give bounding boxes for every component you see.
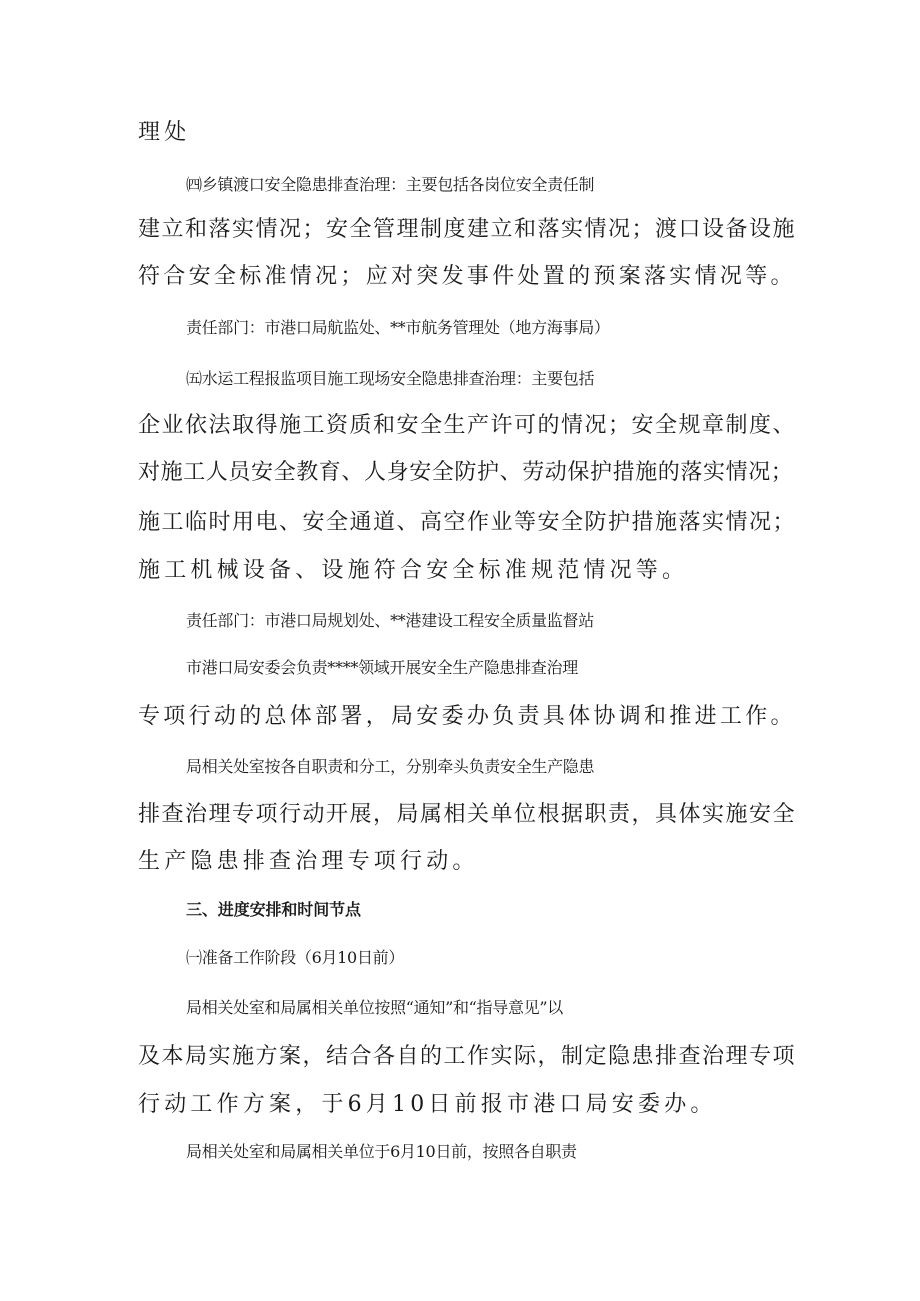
subsection-title: ㈠准备工作阶段（6月10日前） [186, 948, 405, 967]
text-line: 专项行动的总体部署，局安委办负责具体协调和推进工作。 [138, 704, 796, 729]
text-line: 对施工人员安全教育、人身安全防护、劳动保护措施的落实情况； [138, 460, 794, 485]
text-line: 及本局实施方案，结合各自的工作实际，制定隐患排查治理专项 [138, 1044, 797, 1069]
text-line: 企业依法取得施工资质和安全生产许可的情况；安全规章制度、 [138, 413, 797, 438]
text-line: 符合安全标准情况；应对突发事件处置的预案落实情况等。 [138, 264, 796, 289]
text-line: 行动工作方案，于6月10日前报市港口局安委办。 [138, 1092, 717, 1117]
text-line: 局相关处室按各自职责和分工，分别牵头负责安全生产隐患 [186, 757, 595, 776]
text-line: ㈣乡镇渡口安全隐患排查治理：主要包括各岗位安全责任制 [186, 175, 595, 194]
text-line: 生产隐患排查治理专项行动。 [138, 849, 479, 874]
section-heading: 三、进度安排和时间节点 [186, 900, 361, 919]
text-line: 施工临时用电、安全通道、高空作业等安全防护措施落实情况； [138, 510, 797, 535]
text-line: ㈤水运工程报监项目施工现场安全隐患排查治理：主要包括 [186, 369, 595, 388]
text-line: 建立和落实情况；安全管理制度建立和落实情况；渡口设备设施 [138, 217, 797, 242]
text-line: 责任部门：市港口局规划处、**港建设工程安全质量监督站 [186, 611, 594, 630]
text-line: 排查治理专项行动开展，局属相关单位根据职责，具体实施安全 [138, 802, 797, 827]
text-line: 责任部门：市港口局航监处、**市航务管理处（地方海事局） [186, 318, 610, 337]
text-line: 理处 [138, 120, 191, 145]
text-line: 局相关处室和局属相关单位按照“通知”和“指导意见”以 [186, 998, 563, 1017]
text-line: 施工机械设备、设施符合安全标准规范情况等。 [138, 558, 689, 583]
text-line: 局相关处室和局属相关单位于6月10日前，按照各自职责 [186, 1142, 577, 1161]
text-line: 市港口局安委会负责****领域开展安全生产隐患排查治理 [186, 658, 578, 677]
